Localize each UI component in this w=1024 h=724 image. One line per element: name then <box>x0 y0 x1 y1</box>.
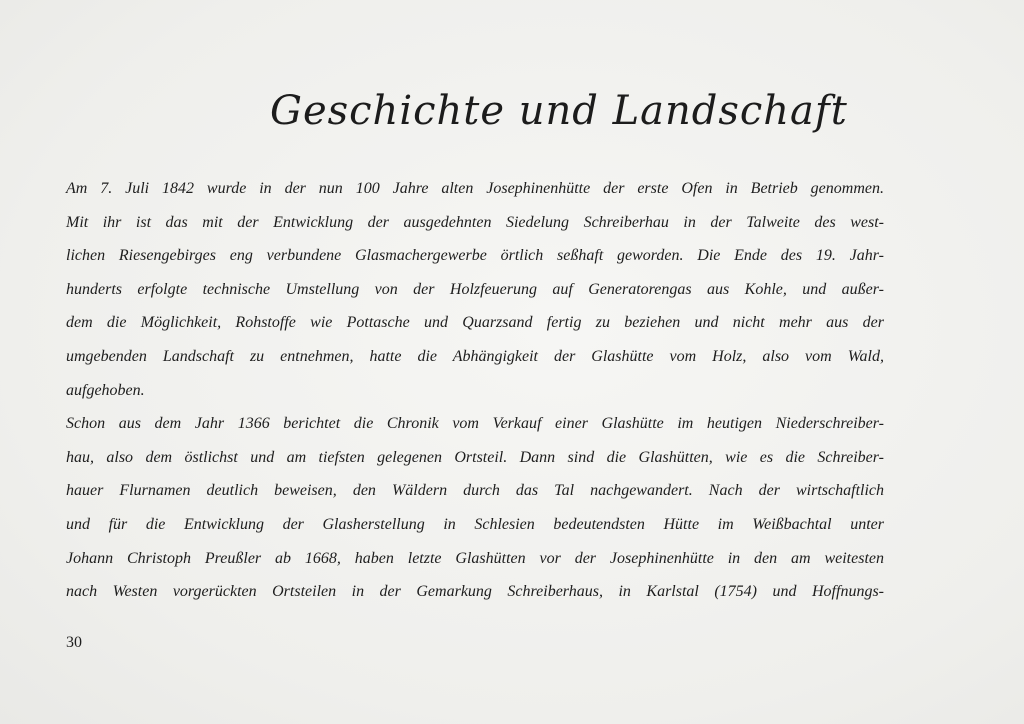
text-line: und für die Entwicklung der Glasherstellung in Schlesien bedeutendsten Hütte im Weißbachtal unter <box>66 515 884 533</box>
text-line: nach Westen vorgerückten Ortsteilen in der Gemarkung Schreiberhaus, in Karlstal (1754) und Hoffnungs- <box>66 583 884 601</box>
page-number: 30 <box>66 634 82 651</box>
text-line: hau, also dem östlichst und am tiefsten gelegenen Ortsteil. Dann sind die Glashütten, wie es die Schreiber- <box>66 448 884 466</box>
text-line: lichen Riesengebirges eng verbundene Glasmachergewerbe örtlich seßhaft geworden. Die Ende des 19. Jahr- <box>66 247 884 265</box>
text-line: dem die Möglichkeit, Rohstoffe wie Pottasche und Quarzsand fertig zu beziehen und nicht mehr aus der <box>66 314 884 332</box>
page-title: Geschichte und Landschaft <box>270 88 848 134</box>
text-line: Mit ihr ist das mit der Entwicklung der ausgedehnten Siedelung Schreiberhau in der Talweite des west- <box>66 213 884 231</box>
text-line: Johann Christoph Preußler ab 1668, haben letzte Glashütten vor der Josephinenhütte in den am weitesten <box>66 549 884 567</box>
text-line: Am 7. Juli 1842 wurde in der nun 100 Jahre alten Josephinenhütte der erste Ofen in Betrieb genommen. <box>66 180 884 197</box>
text-line: hunderts erfolgte technische Umstellung von der Holzfeuerung auf Generatorengas aus Kohle, und außer- <box>66 280 884 298</box>
text-line: hauer Flurnamen deutlich beweisen, den Wäldern durch das Tal nachgewandert. Nach der wirtschaftlich <box>66 482 884 500</box>
text-line: umgebenden Landschaft zu entnehmen, hatte die Abhängigkeit der Glashütte vom Holz, also vom Wald, <box>66 347 884 365</box>
text-line: Schon aus dem Jahr 1366 berichtet die Chronik vom Verkauf einer Glashütte im heutigen Niederschreiber- <box>66 415 884 433</box>
text-line: aufgehoben. <box>66 381 145 399</box>
body-text <box>66 172 884 609</box>
